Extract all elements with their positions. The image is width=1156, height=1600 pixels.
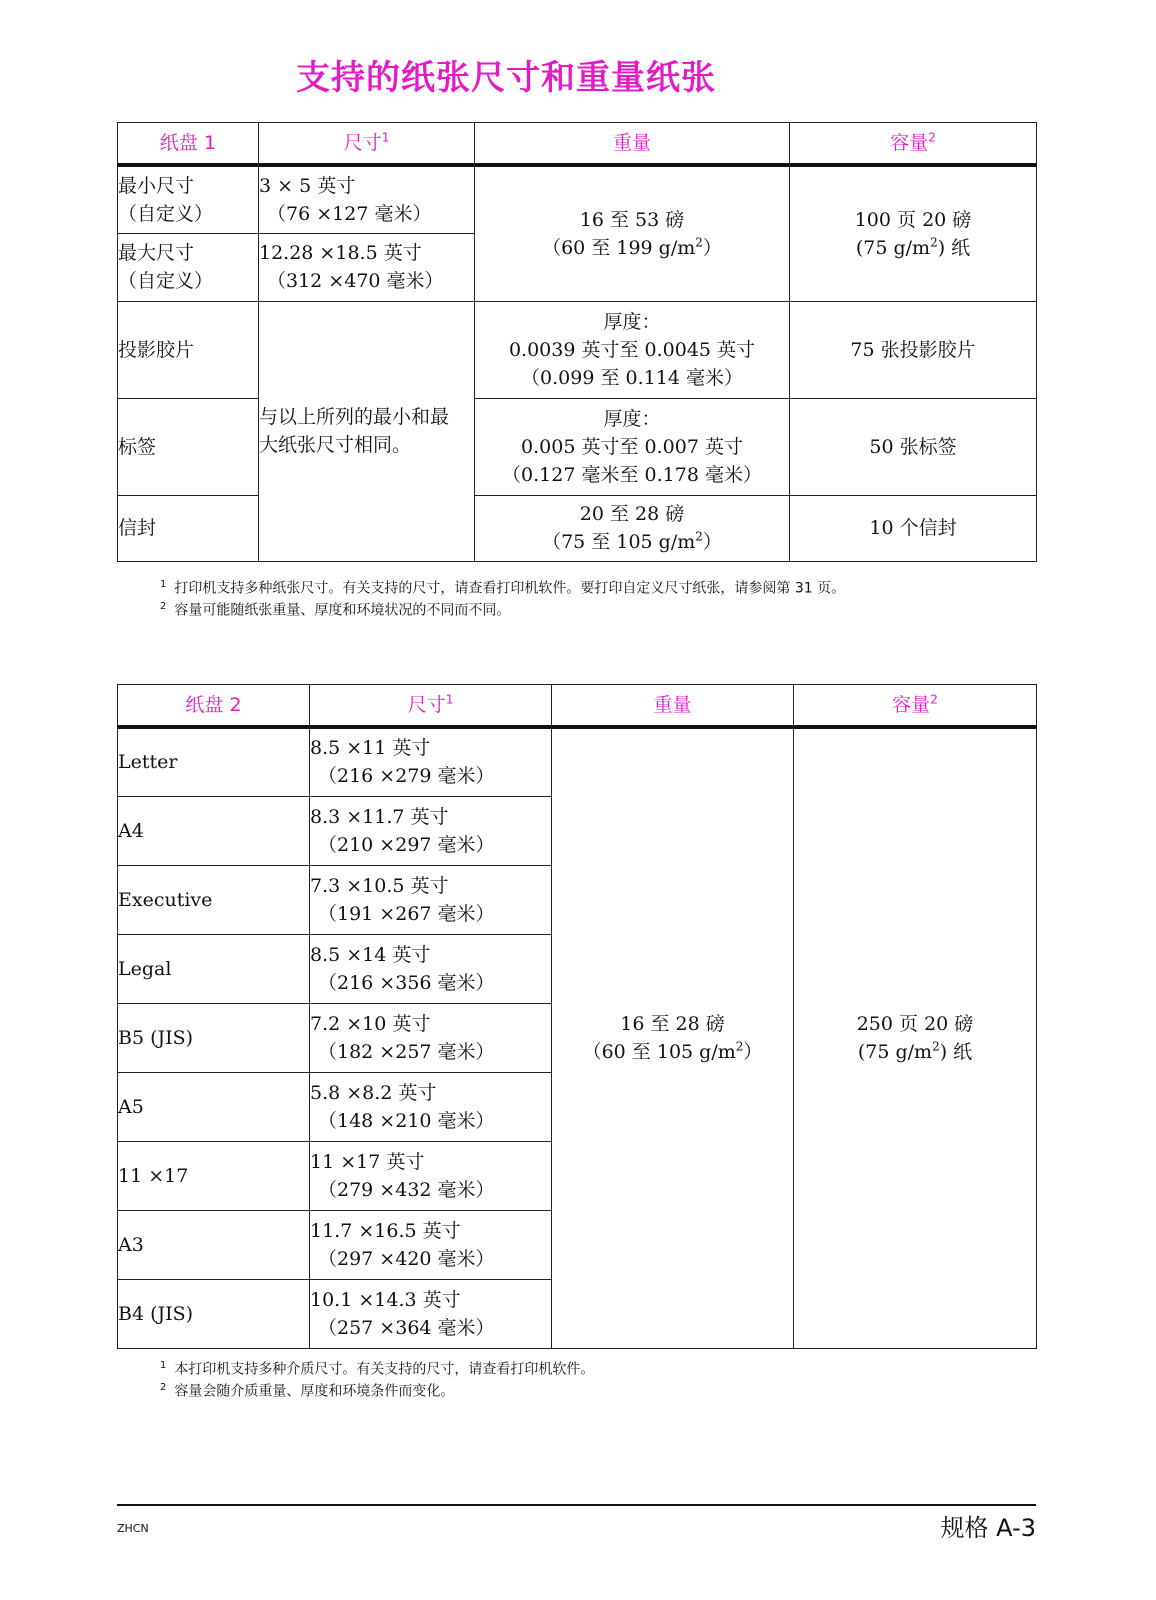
table-row — [118, 165, 1037, 233]
tray1-min-name: 最小尺寸 （自定义） — [118, 165, 259, 233]
tray1-transparency-weight: 厚度： 0.0039 英寸至 0.0045 英寸 （0.099 至 0.114 毫米） — [475, 301, 790, 398]
tray1-header-row — [118, 123, 1037, 166]
tray1-envelopes-name: 信封 — [118, 495, 259, 561]
footnote: $^2$ 容量可能随纸张重量、厚度和环境状况的不同而不同。 — [160, 600, 511, 619]
tray1-custom-capacity: 100 页 20 磅 (75 $g/m^2$) 纸 — [790, 165, 1037, 301]
tray2-paper-size: 7.3 ×10.5 英寸 （191 ×267 毫米） — [310, 865, 552, 934]
tray1-header-size: 尺寸$^1$ — [259, 123, 475, 166]
tray1-same-sizes: 与以上所列的最小和最大纸张尺寸相同。 — [259, 301, 475, 561]
tray2-paper-size: 11.7 ×16.5 英寸 （297 ×420 毫米） — [310, 1210, 552, 1279]
tray1-transparency-name: 投影胶片 — [118, 301, 259, 398]
footer-divider — [117, 1504, 1036, 1506]
tray2-paper-name: A5 — [118, 1072, 310, 1141]
tray2-paper-name: Legal — [118, 934, 310, 1003]
tray1-labels-weight: 厚度： 0.005 英寸至 0.007 英寸 （0.127 毫米至 0.178 毫米） — [475, 398, 790, 495]
tray2-paper-size: 8.3 ×11.7 英寸 （210 ×297 毫米） — [310, 796, 552, 865]
tray1-header-capacity: 容量$^2$ — [790, 123, 1037, 166]
tray1-table — [117, 122, 1037, 562]
tray2-paper-name: A3 — [118, 1210, 310, 1279]
tray2-paper-size: 8.5 ×14 英寸 （216 ×356 毫米） — [310, 934, 552, 1003]
tray1-envelopes-capacity: 10 个信封 — [790, 495, 1037, 561]
tray2-header-size: 尺寸$^1$ — [310, 685, 552, 728]
tray1-header-weight: 重量 — [475, 123, 790, 166]
footer-locale: ZHCN — [117, 1522, 149, 1535]
table-row — [118, 495, 1037, 561]
tray2-paper-name: B5 (JIS) — [118, 1003, 310, 1072]
tray1-min-size: 3 × 5 英寸 （76 ×127 毫米） — [259, 165, 475, 233]
tray1-max-size: 12.28 ×18.5 英寸 （312 ×470 毫米） — [259, 233, 475, 301]
tray2-paper-size: 5.8 ×8.2 英寸 （148 ×210 毫米） — [310, 1072, 552, 1141]
tray1-custom-weight: 16 至 53 磅 （60 至 199 $g/m^2$） — [475, 165, 790, 301]
table-row — [118, 727, 1037, 796]
table-row — [118, 301, 1037, 398]
tray2-paper-name: Executive — [118, 865, 310, 934]
tray2-paper-name: Letter — [118, 727, 310, 796]
tray2-header-capacity: 容量$^2$ — [794, 685, 1037, 728]
tray2-paper-name: B4 (JIS) — [118, 1279, 310, 1348]
tray2-paper-name: A4 — [118, 796, 310, 865]
table-row — [118, 398, 1037, 495]
tray1-labels-capacity: 50 张标签 — [790, 398, 1037, 495]
tray1-max-name: 最大尺寸 （自定义） — [118, 233, 259, 301]
tray2-table — [117, 684, 1037, 1349]
footer-page-label: 规格 A-3 — [940, 1514, 1036, 1542]
footnote: $^1$ 本打印机支持多种介质尺寸。有关支持的尺寸，请查看打印机软件。 — [160, 1360, 595, 1378]
page-title: 支持的纸张尺寸和重量纸张 — [296, 58, 716, 98]
footnote: $^2$ 容量会随介质重量、厚度和环境条件而变化。 — [160, 1381, 455, 1400]
tray1-labels-name: 标签 — [118, 398, 259, 495]
footnote: $^1$ 打印机支持多种纸张尺寸。有关支持的尺寸，请查看打印机软件。要打印自定义尺寸纸张，请参阅第 31 页。 — [160, 579, 846, 597]
tray1-envelopes-weight: 20 至 28 磅 （75 至 105 $g/m^2$） — [475, 495, 790, 561]
tray2-header-tray: 纸盘 2 — [118, 685, 310, 728]
tray1-header-tray: 纸盘 1 — [118, 123, 259, 166]
tray2-paper-size: 8.5 ×11 英寸 （216 ×279 毫米） — [310, 727, 552, 796]
tray2-capacity: 250 页 20 磅 (75 $g/m^2$) 纸 — [794, 727, 1037, 1348]
tray2-header-row — [118, 685, 1037, 728]
tray1-transparency-capacity: 75 张投影胶片 — [790, 301, 1037, 398]
tray2-paper-size: 10.1 ×14.3 英寸 （257 ×364 毫米） — [310, 1279, 552, 1348]
tray2-paper-name: 11 ×17 — [118, 1141, 310, 1210]
tray1-footnotes — [160, 576, 845, 619]
tray2-paper-size: 11 ×17 英寸 （279 ×432 毫米） — [310, 1141, 552, 1210]
tray2-header-weight: 重量 — [552, 685, 794, 728]
tray2-footnotes — [160, 1357, 594, 1400]
tray2-paper-size: 7.2 ×10 英寸 （182 ×257 毫米） — [310, 1003, 552, 1072]
tray2-weight: 16 至 28 磅 （60 至 105 $g/m^2$） — [552, 727, 794, 1348]
